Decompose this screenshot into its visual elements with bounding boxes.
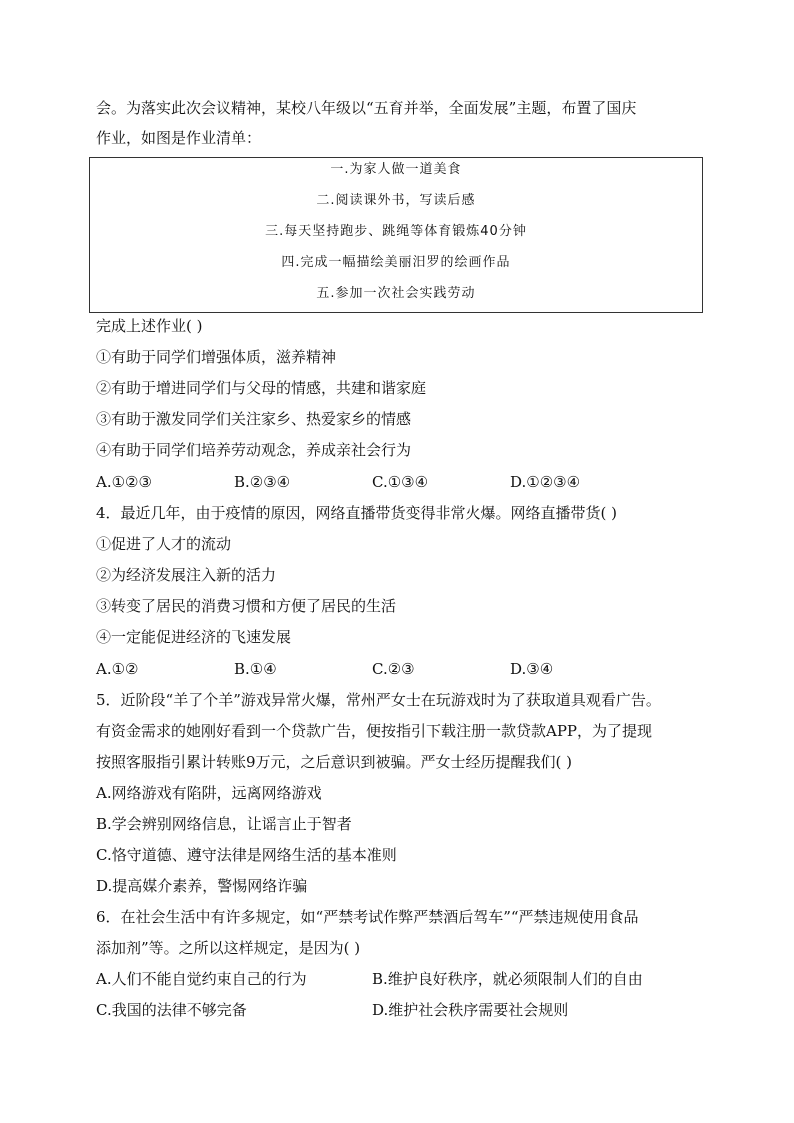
q4-option-d: D.③④ <box>510 660 554 678</box>
q4-item: ①促进了人才的流动 <box>96 535 232 553</box>
homework-list-box <box>89 157 703 313</box>
q3-option-b: B.②③④ <box>234 473 291 491</box>
q6-option-c: C.我国的法律不够完备 <box>96 1001 247 1019</box>
q3-option-a: A.①②③ <box>96 473 152 491</box>
q5-option-b: B.学会辨别网络信息，让谣言止于智者 <box>96 815 352 833</box>
q3-option-c: C.①③④ <box>372 473 429 491</box>
q6-stem-line: 6．在社会生活中有许多规定，如“严禁考试作弊严禁酒后驾车”“严禁违规使用食品 <box>96 908 639 926</box>
homework-item: 二.阅读课外书，写读后感 <box>316 193 476 208</box>
q5-option-a: A.网络游戏有陷阱，远离网络游戏 <box>96 784 322 802</box>
q6-stem-line: 添加剂”等。之所以这样规定，是因为( ) <box>96 939 361 957</box>
q5-option-d: D.提高媒介素养，警惕网络诈骗 <box>96 877 308 895</box>
homework-item: 五.参加一次社会实践劳动 <box>316 286 476 301</box>
q3-item: ④有助于同学们培养劳动观念，养成亲社会行为 <box>96 441 412 459</box>
intro-line-1: 会。为落实此次会议精神，某校八年级以“五育并举，全面发展”主题，布置了国庆 <box>96 99 637 117</box>
q4-item: ④一定能促进经济的飞速发展 <box>96 628 292 646</box>
q6-option-b: B.维护良好秩序，就必须限制人们的自由 <box>372 970 643 988</box>
intro-line-2: 作业，如图是作业清单： <box>96 129 262 147</box>
q3-item: ②有助于增进同学们与父母的情感，共建和谐家庭 <box>96 379 427 397</box>
homework-item: 三.每天坚持跑步、跳绳等体育锻炼40分钟 <box>265 224 527 239</box>
q5-stem-line: 按照客服指引累计转账9万元，之后意识到被骗。严女士经历提醒我们( ) <box>96 753 573 771</box>
q3-stem: 完成上述作业( ) <box>96 317 203 335</box>
q5-option-c: C.恪守道德、遵守法律是网络生活的基本准则 <box>96 846 397 864</box>
homework-item: 一.为家人做一道美食 <box>330 162 462 177</box>
q5-stem-line: 5．近阶段“羊了个羊”游戏异常火爆，常州严女士在玩游戏时为了获取道具观看广告。 <box>96 691 661 709</box>
q4-option-a: A.①② <box>96 660 139 678</box>
q5-stem-line: 有资金需求的她刚好看到一个贷款广告，便按指引下载注册一款贷款APP，为了提现 <box>96 722 653 740</box>
homework-item: 四.完成一幅描绘美丽汨罗的绘画作品 <box>281 255 511 270</box>
q3-item: ①有助于同学们增强体质，滋养精神 <box>96 348 337 366</box>
q6-option-a: A.人们不能自觉约束自己的行为 <box>96 970 307 988</box>
q4-item: ②为经济发展注入新的活力 <box>96 566 277 584</box>
q6-option-d: D.维护社会秩序需要社会规则 <box>372 1001 569 1019</box>
q4-option-b: B.①④ <box>234 660 277 678</box>
q4-item: ③转变了居民的消费习惯和方便了居民的生活 <box>96 597 397 615</box>
q4-option-c: C.②③ <box>372 660 415 678</box>
q3-option-d: D.①②③④ <box>510 473 581 491</box>
q4-stem: 4．最近几年，由于疫情的原因，网络直播带货变得非常火爆。网络直播带货( ) <box>96 504 618 522</box>
q3-item: ③有助于激发同学们关注家乡、热爱家乡的情感 <box>96 410 412 428</box>
